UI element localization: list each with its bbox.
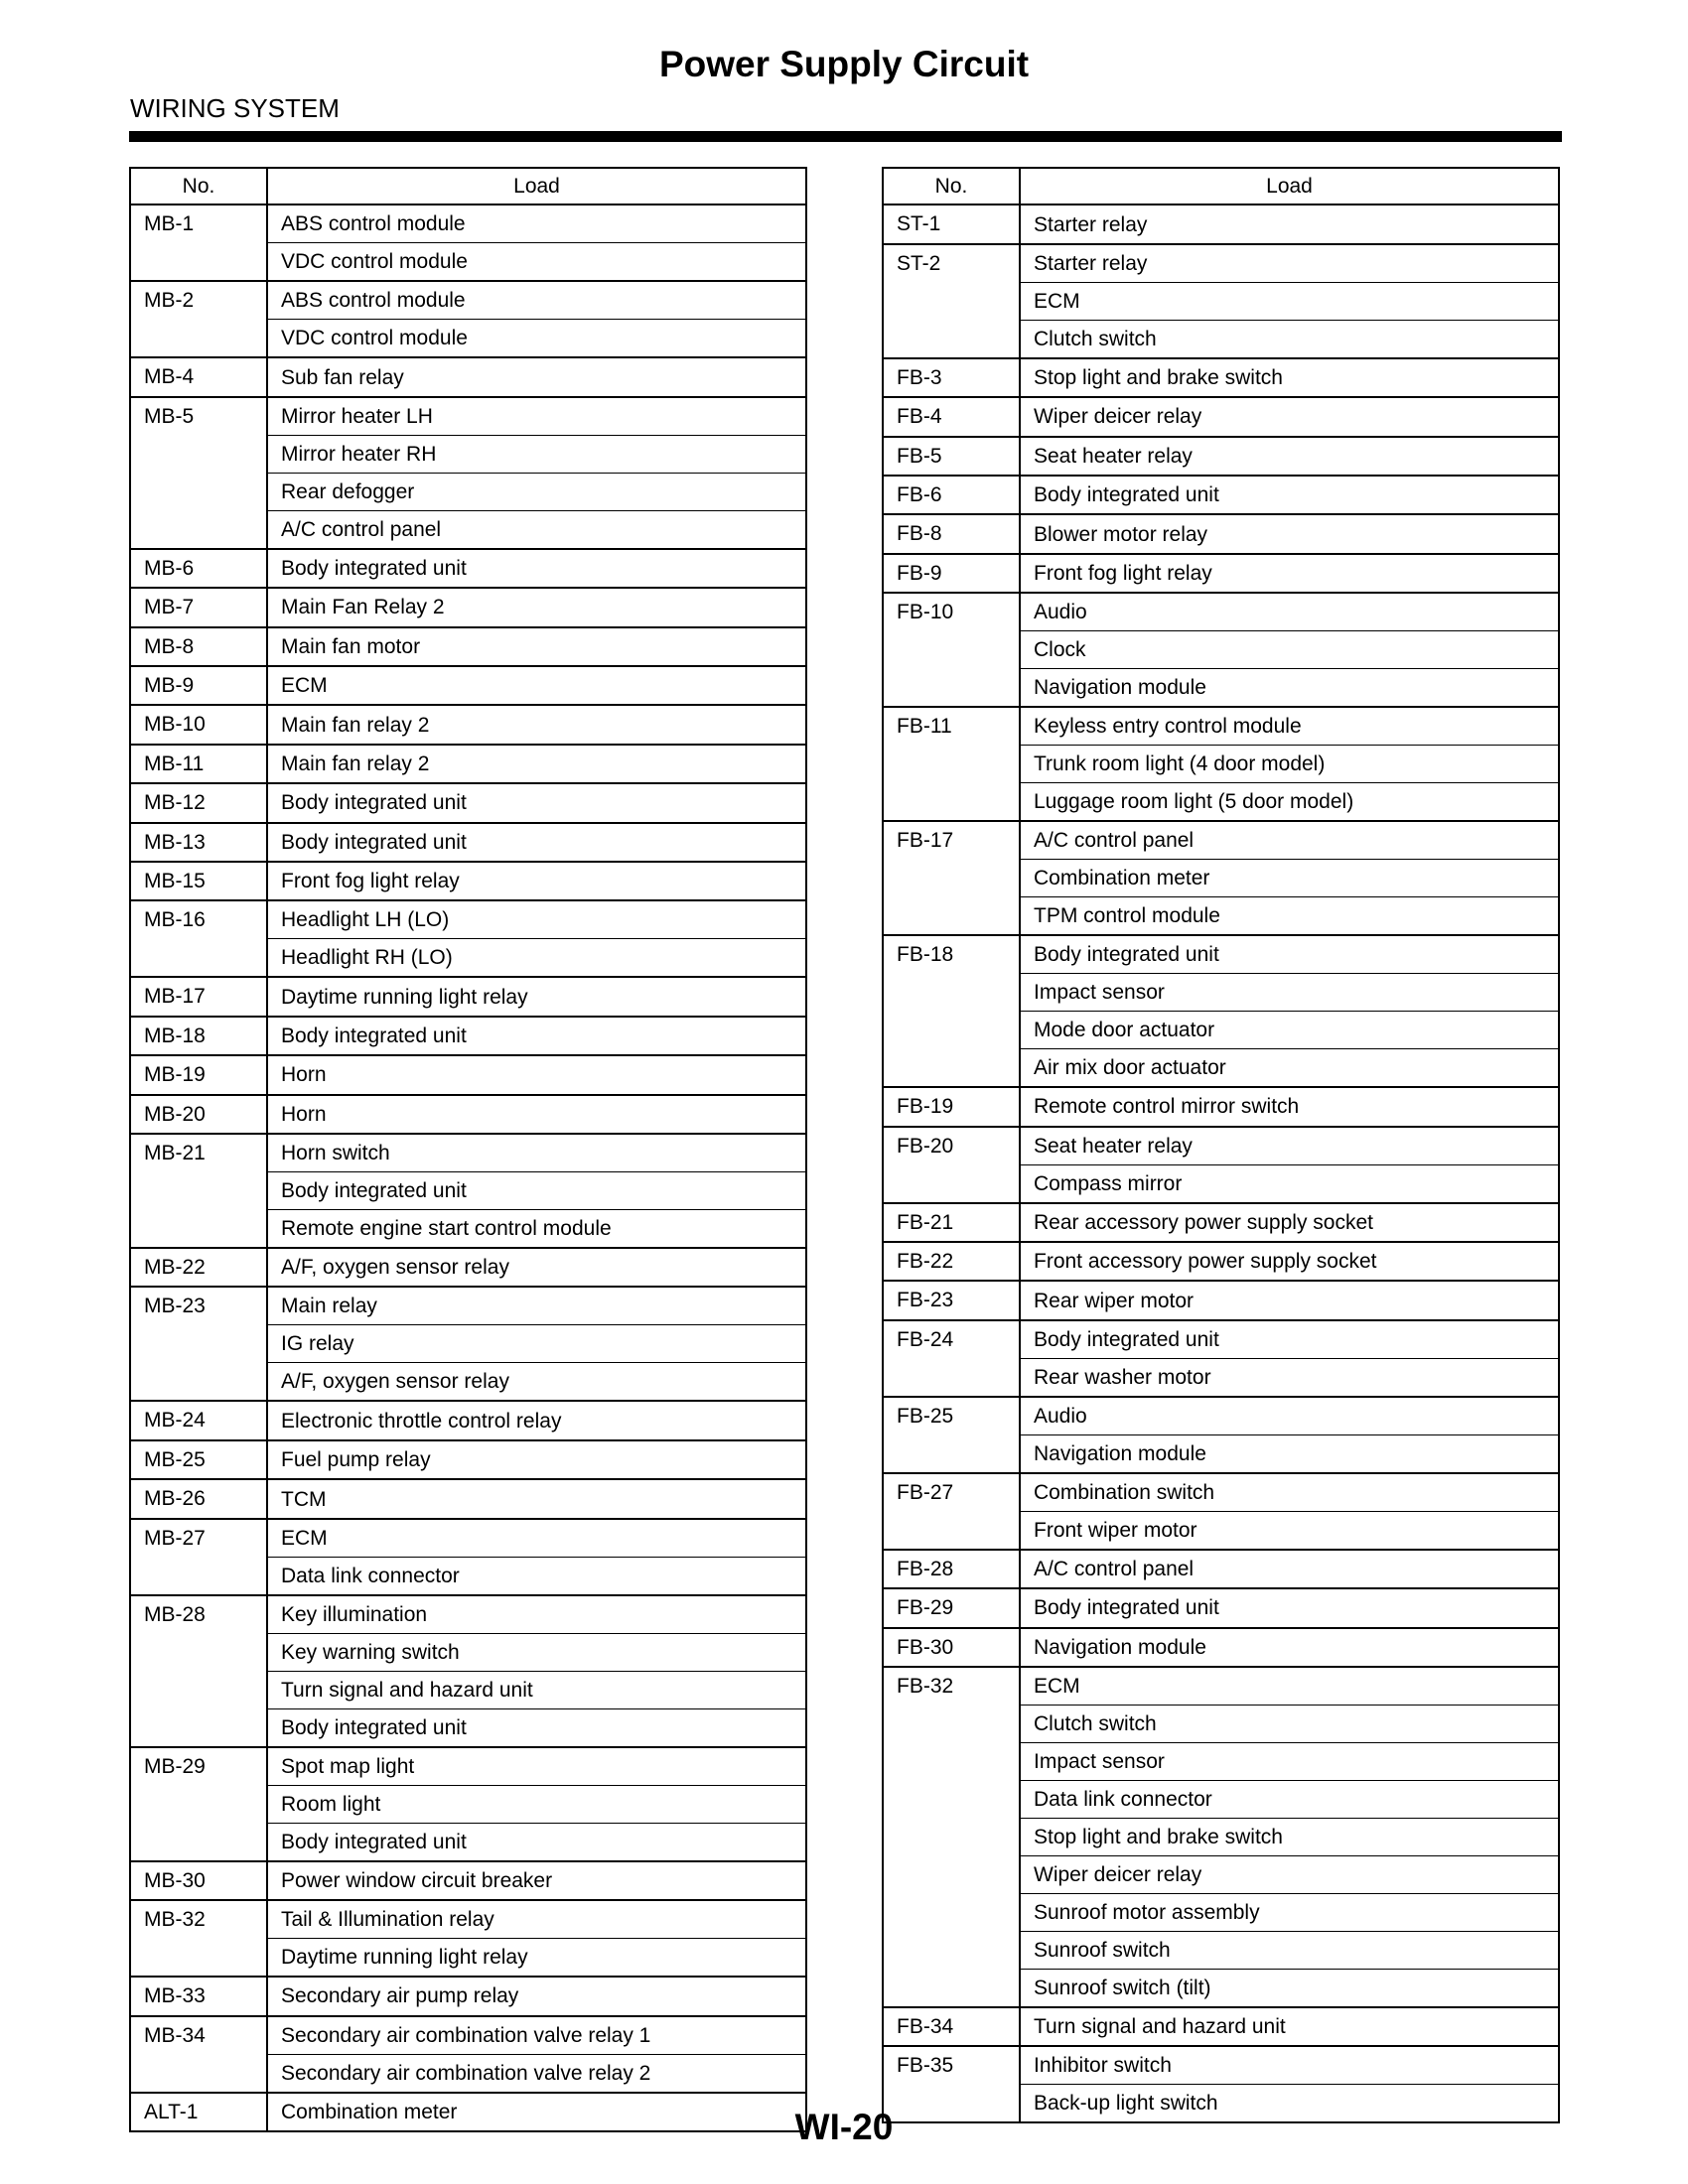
load-cell: Mirror heater RH [267,435,806,473]
table-row [130,1095,806,1134]
fuse-no-cell: MB-5 [130,397,267,549]
load-cell: Wiper deicer relay [1020,1856,1559,1894]
fuse-no-cell: FB-25 [883,1397,1020,1473]
fuse-no-cell: MB-29 [130,1747,267,1861]
fuse-no-cell: MB-34 [130,2016,267,2093]
load-cell: Combination meter [267,2093,806,2131]
load-cell: Impact sensor [1020,1743,1559,1781]
table-row [883,1628,1559,1667]
load-cell: Horn [267,1095,806,1134]
table-row [130,1401,806,1439]
load-cell: Key warning switch [267,1633,806,1671]
load-cell: Back-up light switch [1020,2085,1559,2123]
load-cell: Impact sensor [1020,974,1559,1012]
table-row [883,554,1559,593]
fuse-no-cell: MB-25 [130,1440,267,1479]
table-row [130,357,806,396]
load-cell: Body integrated unit [267,549,806,588]
fuse-no-cell: FB-19 [883,1087,1020,1126]
load-cell: Body integrated unit [267,1823,806,1861]
load-cell: Remote engine start control module [267,1210,806,1249]
fuse-no-cell: MB-1 [130,205,267,281]
load-cell: Rear washer motor [1020,1358,1559,1397]
load-cell: Main Fan Relay 2 [267,588,806,626]
load-cell: Main fan relay 2 [267,705,806,744]
table-row [130,1248,806,1287]
fuse-no-cell: MB-30 [130,1861,267,1900]
table-row [883,1588,1559,1627]
header-row [130,168,806,205]
table-row [130,1134,806,1172]
fuse-no-cell: FB-23 [883,1281,1020,1319]
load-cell: Main fan motor [267,627,806,666]
fuse-no-cell: ALT-1 [130,2093,267,2131]
load-cell: Sunroof switch (tilt) [1020,1970,1559,2008]
table-row [883,205,1559,243]
fuse-no-cell: MB-9 [130,666,267,705]
col-header-load: Load [267,168,806,205]
fuse-no-cell: MB-18 [130,1017,267,1055]
load-cell: Data link connector [267,1557,806,1595]
table-row [130,1287,806,1325]
fuse-no-cell: FB-4 [883,397,1020,436]
load-cell: Tail & Illumination relay [267,1900,806,1939]
fuse-no-cell: MB-22 [130,1248,267,1287]
table-row [883,1667,1559,1706]
load-cell: Sunroof motor assembly [1020,1894,1559,1932]
table-row [883,935,1559,974]
fuse-no-cell: MB-24 [130,1401,267,1439]
fuse-no-cell: FB-20 [883,1127,1020,1203]
load-cell: Mirror heater LH [267,397,806,436]
load-cell: A/C control panel [267,510,806,549]
load-cell: Secondary air pump relay [267,1977,806,2015]
load-cell: Clutch switch [1020,1706,1559,1743]
table-row [130,666,806,705]
table-row [883,244,1559,283]
fuse-no-cell: FB-18 [883,935,1020,1087]
load-cell: Seat heater relay [1020,437,1559,476]
fuse-no-cell: FB-34 [883,2007,1020,2046]
table-row [883,1127,1559,1165]
load-cell: Remote control mirror switch [1020,1087,1559,1126]
table-row [883,1203,1559,1242]
load-cell: Front wiper motor [1020,1511,1559,1550]
col-header-load: Load [1020,168,1559,205]
table-row [883,1281,1559,1319]
table-row [130,823,806,862]
load-cell: Turn signal and hazard unit [267,1671,806,1708]
table-row [883,821,1559,860]
fuse-no-cell: FB-32 [883,1667,1020,2007]
table-row [883,358,1559,397]
load-cell: ECM [267,666,806,705]
load-cell: Compass mirror [1020,1164,1559,1203]
load-cell: Stop light and brake switch [1020,1819,1559,1856]
load-cell: Stop light and brake switch [1020,358,1559,397]
fuse-no-cell: FB-9 [883,554,1020,593]
load-cell: TCM [267,1479,806,1518]
fuse-no-cell: MB-26 [130,1479,267,1518]
fuse-no-cell: MB-11 [130,745,267,783]
load-cell: Headlight RH (LO) [267,939,806,978]
table-row [130,977,806,1016]
load-cell: ECM [1020,1667,1559,1706]
table-row [130,1977,806,2015]
load-cell: A/C control panel [1020,1550,1559,1588]
load-cell: Secondary air combination valve relay 2 [267,2054,806,2093]
load-cell: Daytime running light relay [267,1939,806,1978]
load-cell: Body integrated unit [1020,1320,1559,1359]
fuse-no-cell: MB-28 [130,1595,267,1747]
table-row [883,1550,1559,1588]
table-row [883,1087,1559,1126]
load-cell: Body integrated unit [267,783,806,822]
load-cell: Secondary air combination valve relay 1 [267,2016,806,2055]
fuse-no-cell: MB-23 [130,1287,267,1401]
fuse-no-cell: MB-7 [130,588,267,626]
load-cell: Rear accessory power supply socket [1020,1203,1559,1242]
load-cell: Audio [1020,593,1559,631]
load-cell: Audio [1020,1397,1559,1435]
load-cell: Sub fan relay [267,357,806,396]
table-row [130,1055,806,1094]
load-cell: Spot map light [267,1747,806,1786]
table-row [130,1595,806,1634]
page-number: WI-20 [794,2107,894,2147]
table-row [130,2016,806,2055]
load-cell: Body integrated unit [1020,935,1559,974]
load-cell: Horn switch [267,1134,806,1172]
table-row [130,549,806,588]
load-cell: Main relay [267,1287,806,1325]
fuse-no-cell: FB-21 [883,1203,1020,1242]
load-cell: ECM [267,1519,806,1558]
load-cell: Starter relay [1020,244,1559,283]
load-cell: Seat heater relay [1020,1127,1559,1165]
power-supply-table-left [129,167,807,2132]
col-header-no: No. [130,168,267,205]
fuse-no-cell: ST-1 [883,205,1020,243]
fuse-no-cell: FB-11 [883,707,1020,821]
load-cell: Inhibitor switch [1020,2046,1559,2085]
load-cell: Luggage room light (5 door model) [1020,783,1559,822]
table-row [130,627,806,666]
load-cell: Trunk room light (4 door model) [1020,746,1559,783]
fuse-no-cell: FB-5 [883,437,1020,476]
fuse-no-cell: FB-6 [883,476,1020,514]
table-row [883,707,1559,746]
fuse-no-cell: FB-10 [883,593,1020,707]
section-divider-bar [129,131,1562,142]
fuse-no-cell: FB-28 [883,1550,1020,1588]
fuse-no-cell: MB-16 [130,900,267,977]
table-row [130,862,806,900]
load-cell: IG relay [267,1325,806,1363]
fuse-no-cell: FB-3 [883,358,1020,397]
fuse-no-cell: FB-27 [883,1473,1020,1550]
table-row [130,205,806,243]
load-cell: Key illumination [267,1595,806,1634]
fuse-no-cell: MB-20 [130,1095,267,1134]
table-row [130,900,806,939]
load-cell: Fuel pump relay [267,1440,806,1479]
table-row [883,2046,1559,2085]
table-row [130,1440,806,1479]
load-cell: Clock [1020,631,1559,669]
fuse-no-cell: MB-27 [130,1519,267,1595]
load-cell: Main fan relay 2 [267,745,806,783]
load-cell: Room light [267,1785,806,1823]
table-row [130,1747,806,1786]
table-row [130,705,806,744]
load-cell: Daytime running light relay [267,977,806,1016]
load-cell: Sunroof switch [1020,1932,1559,1970]
table-row [883,1397,1559,1435]
load-cell: Body integrated unit [267,1708,806,1747]
load-cell: A/F, oxygen sensor relay [267,1363,806,1402]
table-row [883,1320,1559,1359]
col-header-no: No. [883,168,1020,205]
table-row [883,2007,1559,2046]
fuse-no-cell: MB-32 [130,1900,267,1977]
load-cell: TPM control module [1020,897,1559,936]
section-heading: WIRING SYSTEM [130,93,340,123]
table-row [130,1861,806,1900]
load-cell: A/C control panel [1020,821,1559,860]
table-row [130,1900,806,1939]
load-cell: Electronic throttle control relay [267,1401,806,1439]
header-row [883,168,1559,205]
fuse-no-cell: MB-8 [130,627,267,666]
load-cell: Horn [267,1055,806,1094]
page-title: Power Supply Circuit [658,44,1030,84]
load-cell: Front accessory power supply socket [1020,1242,1559,1281]
load-cell: Navigation module [1020,669,1559,708]
table-row [130,1017,806,1055]
load-cell: VDC control module [267,320,806,358]
table-row [883,593,1559,631]
load-cell: Front fog light relay [1020,554,1559,593]
fuse-no-cell: ST-2 [883,244,1020,358]
table-row [130,1519,806,1558]
load-cell: Headlight LH (LO) [267,900,806,939]
table-row [130,588,806,626]
load-cell: Blower motor relay [1020,514,1559,553]
fuse-no-cell: MB-12 [130,783,267,822]
power-supply-table-right [882,167,1560,2123]
load-cell: Rear wiper motor [1020,1281,1559,1319]
load-cell: Power window circuit breaker [267,1861,806,1900]
fuse-no-cell: FB-17 [883,821,1020,935]
load-cell: Navigation module [1020,1434,1559,1473]
table-row [130,281,806,320]
load-cell: Clutch switch [1020,320,1559,358]
load-cell: Starter relay [1020,205,1559,243]
fuse-no-cell: MB-33 [130,1977,267,2015]
load-cell: ABS control module [267,281,806,320]
table-row [883,437,1559,476]
fuse-no-cell: MB-6 [130,549,267,588]
load-cell: Navigation module [1020,1628,1559,1667]
table-row [883,476,1559,514]
fuse-no-cell: MB-10 [130,705,267,744]
load-cell: Front fog light relay [267,862,806,900]
load-cell: VDC control module [267,243,806,282]
load-cell: Combination meter [1020,860,1559,897]
fuse-no-cell: MB-15 [130,862,267,900]
table-row [883,397,1559,436]
fuse-no-cell: FB-24 [883,1320,1020,1397]
load-cell: Keyless entry control module [1020,707,1559,746]
load-cell: Body integrated unit [267,1017,806,1055]
fuse-no-cell: MB-17 [130,977,267,1016]
load-cell: Mode door actuator [1020,1012,1559,1049]
fuse-no-cell: MB-4 [130,357,267,396]
table-row [130,1479,806,1518]
table-row [130,397,806,436]
table-row [130,745,806,783]
load-cell: Body integrated unit [1020,1588,1559,1627]
table-row [130,783,806,822]
fuse-no-cell: FB-22 [883,1242,1020,1281]
fuse-no-cell: MB-21 [130,1134,267,1248]
load-cell: Turn signal and hazard unit [1020,2007,1559,2046]
load-cell: Air mix door actuator [1020,1049,1559,1088]
fuse-no-cell: FB-35 [883,2046,1020,2122]
load-cell: Body integrated unit [1020,476,1559,514]
fuse-no-cell: MB-13 [130,823,267,862]
fuse-no-cell: FB-29 [883,1588,1020,1627]
load-cell: Data link connector [1020,1781,1559,1819]
fuse-no-cell: MB-2 [130,281,267,357]
load-cell: Wiper deicer relay [1020,397,1559,436]
load-cell: Rear defogger [267,473,806,510]
table-row [883,1242,1559,1281]
fuse-no-cell: FB-8 [883,514,1020,553]
load-cell: A/F, oxygen sensor relay [267,1248,806,1287]
table-row [883,1473,1559,1512]
fuse-no-cell: FB-30 [883,1628,1020,1667]
load-cell: ABS control module [267,205,806,243]
load-cell: Body integrated unit [267,1172,806,1210]
load-cell: Combination switch [1020,1473,1559,1512]
load-cell: Body integrated unit [267,823,806,862]
load-cell: ECM [1020,282,1559,320]
table-row [883,514,1559,553]
fuse-no-cell: MB-19 [130,1055,267,1094]
